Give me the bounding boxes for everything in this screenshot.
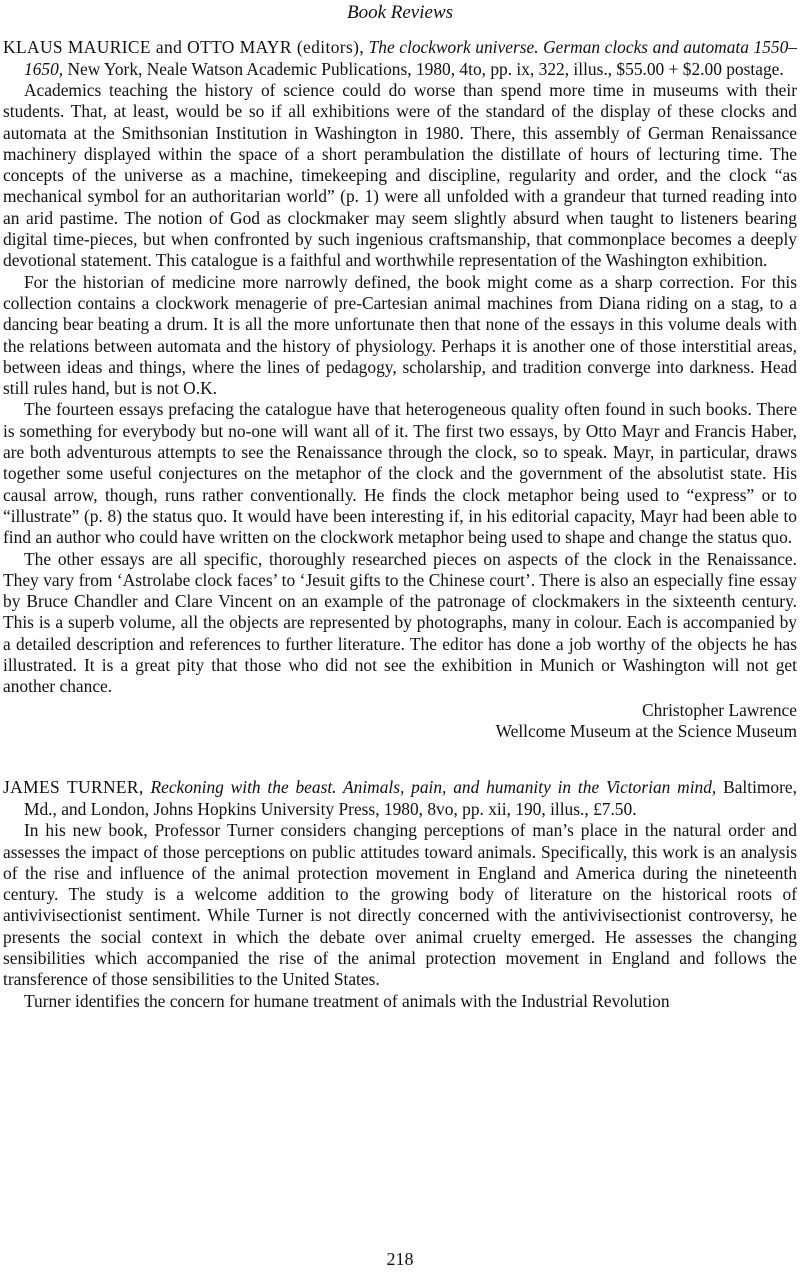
review-citation xyxy=(3,37,797,80)
review-separator xyxy=(3,742,797,765)
review-authors: KLAUS MAURICE and OTTO MAYR (editors), xyxy=(3,37,365,57)
review-book-title: Reckoning with the beast. Animals, pain, and humanity in the Victorian mind, xyxy=(150,777,717,798)
reviewer-affiliation: Wellcome Museum at the Science Museum xyxy=(495,720,797,741)
review-paragraph: For the historian of medicine more narrowly defined, the book might come as a sharp correction. For this collection contains a clockwork menagerie of pre-Cartesian animal machines from Diana riding on a stag, to a dancing bear beating a drum. It is all the more unfortunate then that none of the essays in this volume deals with the relations between automata and the history of physiology. Perhaps it is another one of those interstitial areas, between ideas and things, where the lines of pedagogy, scholarship, and tradition converge into darkness. Head still rules hand, but is not O.K. xyxy=(3,271,797,399)
review-paragraph: Academics teaching the history of science could do worse than spend more time in museums with their students. That, at least, would be so if all exhibitions were of the standard of the display of these clocks and automata at the Smithsonian Institution in Washington in 1980. There, this assembly of German Renaissance machinery displayed within the space of a short perambulation the distillate of hours of lecturing time. The concepts of the universe as a machine, timekeeping and discipline, regularity and order, and the clock “as mechanical symbol for an authoritarian world” (p. 1) were all unfolded with a grandeur that turned reading into an arid pastime. The notion of God as clockmaker may seem slightly absurd when taught to listeners bearing digital time-pieces, but when confronted by such ingenious craftsmanship, that commonplace becomes a deeply devotional statement. This catalogue is a faithful and worthwhile representation of the Washington exhibition. xyxy=(3,80,797,271)
review-paragraph: The other essays are all specific, thoroughly researched pieces on aspects of the clock in the Renaissance. They vary from ‘Astrolabe clock faces’ to ‘Jesuit gifts to the Chinese court’. There is also an especially fine essay by Bruce Chandler and Clare Vincent on an example of the patronage of clockmakers in the sixteenth century. This is a superb volume, all the objects are represented by photographs, many in colour. Each is accompanied by a detailed description and references to further literature. The editor has done a job worthy of the objects he has illustrated. It is a great pity that those who did not see the exhibition in Munich or Washington will not get another chance. xyxy=(3,548,797,697)
review-paragraph: In his new book, Professor Turner considers changing perceptions of man’s place in the natural order and assesses the impact of those perceptions on public attitudes toward animals. Specifically, this work is an analysis of the rise and influence of the animal protection movement in England and America during the nineteenth century. The study is a welcome addition to the growing body of literature on the historical roots of antivivisectionist sentiment. While Turner is not directly concerned with the antivivisectionist controversy, he presents the social context in which the debate over animal cruelty emerged. He assesses the changing sensibilities which accompanied the rise of the animal protection movement in England and follows the transference of those sensibilities to the United States. xyxy=(3,820,797,990)
page xyxy=(3,0,797,1012)
page-number: 218 xyxy=(386,1249,414,1269)
reviewer-name: Christopher Lawrence xyxy=(641,699,797,720)
review-paragraph: Turner identifies the concern for humane treatment of animals with the Industrial Revolution xyxy=(24,990,670,1011)
review-publication-details: Baltimore, Md., and London, Johns Hopkins University Press, 1980, 8vo, pp. xii, 190, illus., £7.50. xyxy=(24,777,797,819)
review-maurice-mayr xyxy=(3,37,797,742)
review-authors: JAMES TURNER, xyxy=(3,777,144,798)
review-book-title: The clockwork universe. German clocks and automata 1550–1650, xyxy=(24,37,797,79)
review-paragraph: The fourteen essays prefacing the catalogue have that heterogeneous quality often found in such books. There is something for everybody but no-one will want all of it. The first two essays, by Otto Mayr and Francis Haber, are both adventurous attempts to see the Renaissance through the clock, so to speak. Mayr, in particular, draws together some useful conjectures on the metaphor of the clock and the government of the absolutist state. His causal arrow, though, runs rather conventionally. He finds the clock metaphor being used to “express” or to “illustrate” (p. 8) the status quo. It would have been interesting if, in his editorial capacity, Mayr had been able to find an author who could have written on the clockwork metaphor being used to shape and change the status quo. xyxy=(3,399,797,548)
review-turner xyxy=(3,777,797,1012)
review-publication-details: New York, Neale Watson Academic Publications, 1980, 4to, pp. ix, 322, illus., $55.00 + $2.00 postage. xyxy=(67,58,784,79)
review-citation xyxy=(3,777,797,820)
running-head: Book Reviews xyxy=(346,2,454,23)
